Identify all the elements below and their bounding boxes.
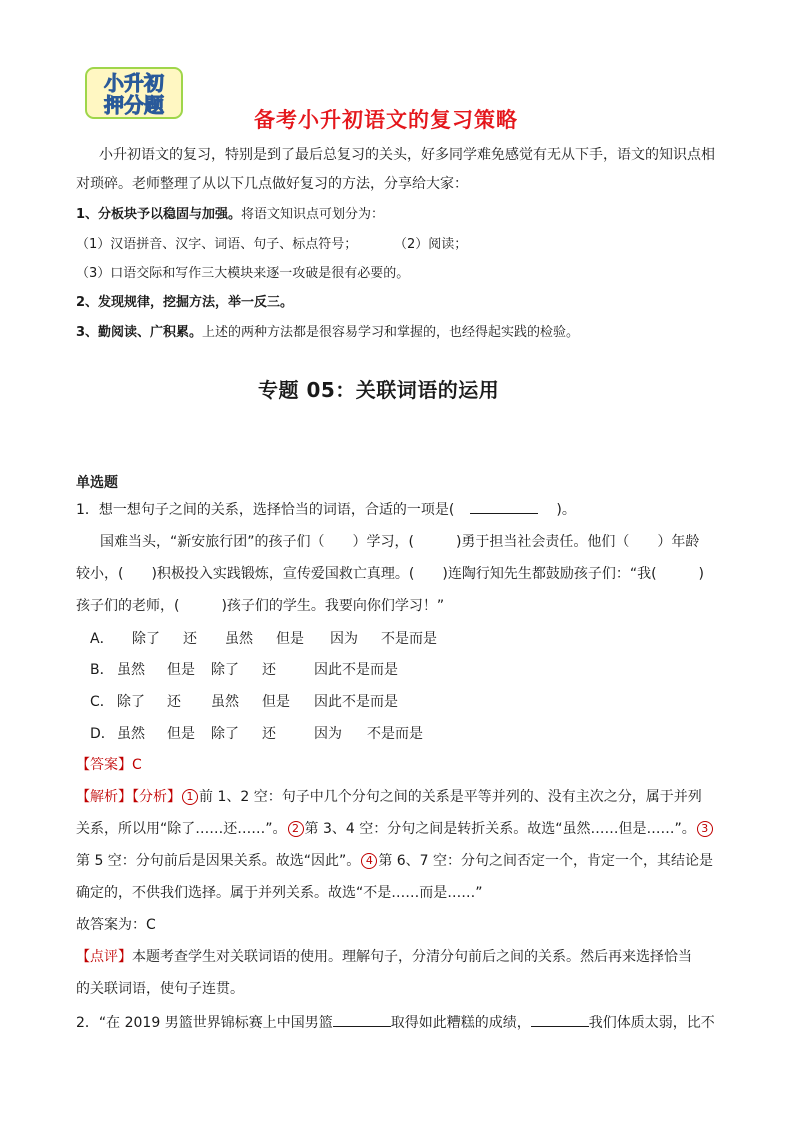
option-word: 还 [183, 631, 197, 647]
circled-number-4: 4 [361, 853, 377, 869]
option-word: 虽然 [117, 726, 145, 742]
section-title: 专题 05：关联词语的运用 [258, 378, 500, 402]
option-letter: C． [90, 694, 114, 710]
option-word: 因此不是而是 [314, 662, 398, 678]
analysis-text: 前 1、2 空：句子中几个分句之间的关系是平等并列的、没有主次之分，属于并列 [199, 789, 702, 805]
answer-label: 【答案】 [76, 757, 132, 773]
q2-text: 我们体质太弱，比不 [588, 1015, 715, 1031]
tip-3-heading: 3、勤阅读、广积累。 [76, 325, 203, 340]
analysis-text: 第 6、7 空：分句之间否定一个，肯定一个，其结论是 [378, 853, 714, 869]
circled-number-2: 2 [288, 821, 304, 837]
option-word: 虽然 [117, 662, 145, 678]
intro-line-2: 对琐碎。老师整理了从以下几点做好复习的方法，分享给大家： [76, 176, 468, 192]
option-letter: A． [90, 631, 114, 647]
q1-answer [76, 755, 142, 775]
option-word: 还 [262, 726, 276, 742]
page-title: 备考小升初语文的复习策略 [254, 108, 518, 132]
tip-1-item-a: （1）汉语拼音、汉字、词语、句子、标点符号； [76, 237, 358, 252]
comment-label: 【点评】 [76, 949, 132, 965]
comment-line-2: 的关联词语，使句子连贯。 [76, 981, 244, 997]
option-word: 还 [262, 662, 276, 678]
logo-line-1: 小升初 [104, 71, 164, 95]
q1-answer-blank [470, 499, 538, 514]
tip-3-text: 上述的两种方法都是很容易学习和掌握的，也经得起实践的检验。 [202, 325, 580, 340]
option-word: 因为 [330, 631, 358, 647]
option-letter: D． [90, 726, 115, 742]
option-word: 除了 [211, 726, 239, 742]
analysis-line-2 [76, 819, 714, 839]
option-word: 不是而是 [381, 631, 437, 647]
option-word: 但是 [276, 631, 304, 647]
analysis-text: 关系，所以用“除了……还……”。 [76, 821, 287, 837]
tip-1-heading: 1、分板块予以稳固与加强。 [76, 207, 242, 222]
q2-stem [76, 1012, 715, 1033]
option-word: 不是而是 [367, 726, 423, 742]
q1-passage-line-3: 孩子们的老师，( )孩子们的学生。我要向你们学习！” [76, 598, 445, 614]
option-letter: B． [90, 662, 114, 678]
option-word: 除了 [132, 631, 160, 647]
comment-line-1 [76, 947, 692, 967]
option-word: 虽然 [225, 631, 253, 647]
tip-2: 2、发现规律，挖掘方法，举一反三。 [76, 295, 294, 310]
circled-number-1: 1 [182, 789, 198, 805]
logo-line-2: 押分题 [104, 93, 164, 117]
tip-1-text: 将语文知识点可划分为： [241, 207, 385, 222]
tip-1-item-c: （3）口语交际和写作三大模块来逐一攻破是很有必要的。 [76, 266, 410, 281]
q1-stem-text: 1．想一想句子之间的关系，选择恰当的词语，合适的一项是( [76, 502, 455, 518]
q1-stem-end: )。 [556, 502, 576, 518]
option-word: 除了 [211, 662, 239, 678]
final-answer: 故答案为：C [76, 917, 156, 933]
intro-line-1: 小升初语文的复习，特别是到了最后总复习的关头，好多同学难免感觉有无从下手，语文的知识点相 [99, 147, 715, 163]
circled-number-3: 3 [697, 821, 713, 837]
option-word: 因为 [314, 726, 342, 742]
q1-passage-line-2: 较小，( )积极投入实践锻炼，宣传爱国救亡真理。( )连陶行知先生都鼓励孩子们：“我( ) [76, 566, 705, 582]
analysis-line-1 [76, 787, 702, 807]
option-word: 虽然 [211, 694, 239, 710]
analysis-text: 第 3、4 空：分句之间是转折关系。故选“虽然……但是……”。 [304, 821, 696, 837]
q2-blank-2 [531, 1012, 589, 1027]
tip-1 [76, 205, 384, 225]
comment-text: 本题考查学生对关联词语的使用。理解句子，分清分句前后之间的关系。然后再来选择恰当 [132, 949, 692, 965]
analysis-text: 第 5 空：分句前后是因果关系。故选“因此”。 [76, 853, 361, 869]
logo-graphic [82, 64, 186, 122]
option-word: 除了 [117, 694, 145, 710]
analysis-label: 【解析】【分析】 [76, 789, 181, 805]
option-word: 但是 [167, 662, 195, 678]
brand-logo [82, 64, 186, 122]
question-type-heading: 单选题 [76, 475, 118, 491]
option-word: 但是 [167, 726, 195, 742]
option-word: 因此不是而是 [314, 694, 398, 710]
q1-passage-line-1: 国难当头，“新安旅行团”的孩子们（ ）学习，( )勇于担当社会责任。他们（ ）年龄 [100, 534, 700, 550]
tip-1-item-b: （2）阅读； [394, 237, 468, 252]
option-word: 还 [167, 694, 181, 710]
q1-stem [76, 499, 576, 520]
option-word: 但是 [262, 694, 290, 710]
q2-text: 取得如此糟糕的成绩， [390, 1015, 531, 1031]
q2-blank-1 [333, 1012, 391, 1027]
analysis-line-3 [76, 851, 713, 871]
analysis-line-4: 确定的，不供我们选择。属于并列关系。故选“不是……而是……” [76, 885, 483, 901]
tip-3 [76, 323, 579, 343]
q2-text: 2．“在 2019 男篮世界锦标赛上中国男篮 [76, 1015, 333, 1031]
answer-value: C [132, 757, 142, 773]
